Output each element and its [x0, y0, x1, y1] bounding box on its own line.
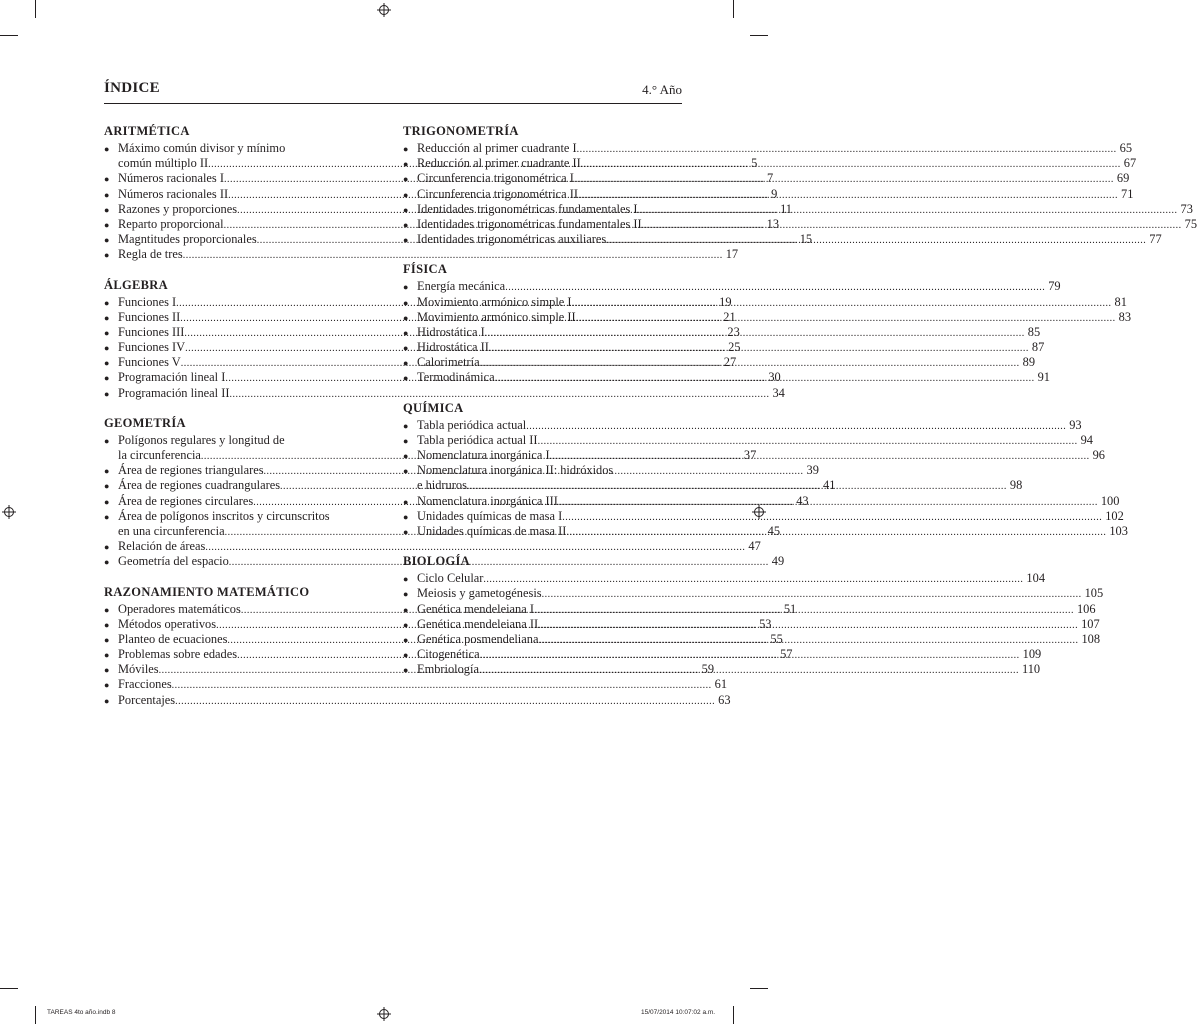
section-title: FÍSICA [403, 262, 448, 277]
toc-entry-line [403, 432, 1093, 448]
toc-entry-text: Fracciones [118, 677, 172, 692]
page-number: 23 [727, 324, 740, 339]
dot-leader [538, 633, 1078, 648]
dot-leader [505, 280, 1045, 295]
bullet-icon: ● [104, 297, 110, 308]
toc-entry-text: Métodos operativos [118, 616, 217, 631]
bullet-icon: ● [104, 235, 110, 246]
bullet-icon: ● [403, 604, 409, 615]
dot-leader [550, 449, 1090, 464]
section-title: RAZONAMIENTO MATEMÁTICO [104, 584, 310, 599]
toc-entry-text: Energía mecánica [417, 279, 506, 294]
toc-entry-text: Regla de tres [118, 247, 183, 262]
page-number: 13 [766, 216, 780, 231]
page-number: 61 [714, 677, 728, 692]
toc-entry-text: Área de regiones circulares [118, 493, 254, 508]
toc-entry-text: Problemas sobre edades [118, 647, 238, 662]
registration-mark-bottom-icon [377, 1007, 391, 1021]
toc-entry-text: Unidades químicas de masa II [417, 523, 567, 538]
toc-entry[interactable] [104, 677, 728, 692]
dot-leader [642, 218, 1182, 233]
toc-entry-text: Meiosis y gametogénesis [417, 586, 542, 601]
section-title: QUÍMICA [403, 400, 464, 415]
dot-leader [534, 603, 1074, 618]
toc-entry-text: Área de regiones triangulares [118, 463, 264, 478]
bullet-icon: ● [403, 159, 409, 170]
toc-entry-text: Calorimetría [417, 355, 480, 370]
toc-entry-text: Magntitudes proporcionales [118, 232, 257, 247]
dot-leader [495, 371, 1035, 386]
bullet-icon: ● [403, 634, 409, 645]
dot-leader [576, 311, 1116, 326]
toc-entry-text: Programación lineal II [118, 385, 230, 400]
crop-mark-top-left-v [35, 0, 36, 18]
toc-entry-line [403, 571, 1046, 586]
page-number: 49 [771, 554, 785, 569]
registration-mark-left-icon [2, 505, 16, 519]
toc-entry-text: Área de regiones cuadrangulares [118, 478, 281, 493]
page-number: 105 [1084, 586, 1104, 601]
bullet-icon: ● [403, 511, 409, 522]
toc-entry-text: Planteo de ecuaciones [118, 631, 228, 646]
toc-entry-text: Funciones III [118, 324, 185, 339]
bullet-icon: ● [403, 665, 409, 676]
page-number: 103 [1109, 523, 1128, 538]
bullet-icon: ● [104, 189, 110, 200]
bullet-icon: ● [104, 604, 110, 615]
bullet-icon: ● [104, 481, 110, 492]
dot-leader [480, 356, 1020, 371]
toc-entry-line [104, 247, 739, 262]
page-number: 34 [772, 385, 785, 400]
page-number: 71 [1121, 186, 1134, 201]
dot-leader [558, 495, 1098, 510]
toc-entry-line [104, 141, 362, 156]
toc-entry[interactable] [104, 692, 731, 708]
page-number: 21 [723, 309, 736, 324]
bullet-icon: ● [104, 511, 110, 522]
page-number: 25 [728, 340, 741, 355]
toc-entry-text: Tabla periódica actual [417, 417, 527, 432]
toc-entry[interactable] [104, 539, 761, 554]
page-number: 83 [1118, 309, 1132, 324]
dot-leader [581, 157, 1121, 172]
toc-entry[interactable] [104, 247, 739, 262]
bullet-icon: ● [104, 650, 110, 661]
section-title: ARITMÉTICA [104, 124, 190, 138]
toc-entry-text: Identidades trigonométricas fundamentales I [417, 201, 638, 216]
toc-entry-text: Nomenclatura inorgánica II: hidróxidos [417, 463, 614, 478]
bullet-icon: ● [104, 250, 110, 261]
bullet-icon: ● [104, 557, 110, 568]
toc-entry-text: Máximo común divisor y mínimo [118, 141, 286, 155]
toc-entry-text: Números racionales I [118, 171, 224, 186]
bullet-icon: ● [403, 189, 409, 200]
toc-entry[interactable] [403, 171, 1130, 186]
page-number: 59 [701, 662, 715, 677]
bullet-icon: ● [104, 542, 110, 553]
dot-leader [542, 587, 1082, 602]
page-number: 75 [1184, 216, 1197, 231]
bullet-icon: ● [403, 574, 409, 585]
page-number: 57 [780, 647, 793, 662]
toc-entry-text: Relación de áreas [118, 539, 206, 554]
section-title: GEOMETRÍA [104, 415, 186, 430]
page-number: 85 [1027, 324, 1041, 339]
toc-entry[interactable] [403, 141, 1133, 156]
page-number: 79 [1048, 279, 1061, 294]
bullet-icon: ● [104, 466, 110, 477]
page-number: 30 [768, 370, 781, 385]
toc-entry-text: Identidades trigonométricas auxiliares [417, 232, 607, 247]
toc-entry-text: e hidruros [417, 478, 467, 493]
toc-entry-text: común múltiplo II [118, 156, 209, 171]
bullet-icon: ● [104, 435, 110, 446]
page-number: 104 [1026, 571, 1046, 586]
bullet-icon: ● [403, 343, 409, 354]
bullet-icon: ● [403, 526, 409, 537]
toc-entry[interactable] [104, 385, 785, 401]
toc-entry-text: Reducción al primer cuadrante II [417, 156, 581, 171]
bullet-icon: ● [104, 665, 110, 676]
dot-leader [578, 188, 1118, 203]
bullet-icon: ● [403, 235, 409, 246]
page-number: 110 [1021, 662, 1041, 677]
page-number: 77 [1149, 232, 1162, 247]
page-header [104, 80, 682, 102]
toc-entry-text: Hidrostática I [417, 324, 485, 339]
bullet-icon: ● [403, 312, 409, 323]
page-number: 37 [743, 448, 757, 462]
page-number: 96 [1092, 448, 1105, 462]
toc-entry-text: Unidades químicas de masa I [417, 508, 563, 523]
toc-entry-line [104, 509, 362, 524]
page-number: 100 [1100, 493, 1120, 508]
toc-entry[interactable] [403, 508, 1124, 524]
toc-entry[interactable] [403, 432, 1093, 448]
crop-mark-bottom-left-h [0, 988, 18, 989]
dot-leader [638, 203, 1178, 218]
page-number: 109 [1022, 647, 1042, 662]
toc-entry-text: Nomenclatura inorgánica III [417, 493, 558, 508]
bullet-icon: ● [104, 204, 110, 215]
toc-entry-line [403, 279, 1061, 294]
toc-entry-text: Movimiento armónico simple I [417, 294, 572, 309]
toc-entry-line [403, 186, 1134, 202]
dot-leader [538, 434, 1078, 449]
page-title: ÍNDICE [104, 80, 160, 96]
dot-leader [574, 172, 1114, 187]
page-number: 63 [718, 692, 731, 707]
page-number: 81 [1114, 294, 1127, 309]
toc-entry-text: Circunferencia trigonométrica II [417, 186, 578, 201]
toc-entry-text: Hidrostática II [417, 340, 489, 355]
toc-entry-text: Móviles [118, 662, 159, 677]
crop-mark-top-right-h [750, 35, 768, 36]
toc-entry-text: Nomenclatura inorgánica I [417, 448, 550, 462]
crop-mark-top-right-v [733, 0, 734, 18]
page-number: 94 [1080, 432, 1093, 447]
page-number: 65 [1119, 141, 1133, 155]
bullet-icon: ● [104, 174, 110, 185]
page-number: 107 [1081, 616, 1100, 631]
bullet-icon: ● [104, 327, 110, 338]
bullet-icon: ● [403, 589, 409, 600]
page-number: 41 [823, 478, 836, 493]
toc-entry-text: Geometría del espacio [118, 554, 229, 569]
page-number: 11 [780, 201, 792, 216]
toc-entry-line [403, 417, 1082, 433]
toc-entry-text: Polígonos regulares y longitud de [118, 432, 285, 447]
toc-entry-line [104, 677, 728, 692]
crop-mark-bottom-right-v [733, 1006, 734, 1024]
page-number: 39 [806, 463, 819, 478]
toc-entry[interactable] [403, 186, 1134, 202]
bullet-icon: ● [403, 327, 409, 338]
bullet-icon: ● [104, 619, 110, 630]
bullet-icon: ● [403, 282, 409, 293]
page-number: 102 [1105, 508, 1124, 523]
toc-entry-text: la circunferencia [118, 448, 201, 462]
toc-entry[interactable] [403, 417, 1082, 433]
bullet-icon: ● [403, 297, 409, 308]
page-number: 43 [796, 493, 809, 508]
toc-entry-text: Porcentajes [118, 692, 176, 707]
bullet-icon: ● [104, 219, 110, 230]
dot-leader [175, 694, 715, 709]
toc-entry-text: Funciones V [118, 355, 181, 370]
page-number: 108 [1081, 631, 1101, 646]
toc-entry-text: Razones y proporciones [118, 201, 238, 216]
print-timestamp: 15/07/2014 10:07:02 a.m. [641, 1009, 716, 1016]
bullet-icon: ● [104, 373, 110, 384]
page-number: 51 [783, 601, 797, 616]
page-number: 19 [719, 294, 732, 309]
bullet-icon: ● [403, 496, 409, 507]
page-number: 98 [1009, 478, 1023, 493]
toc-entry-text: Funciones IV [118, 340, 186, 355]
dot-leader [572, 296, 1112, 311]
toc-entry-text: en una circunferencia [118, 523, 225, 538]
grade-label: 4.° Año [642, 82, 682, 97]
section-title: ÁLGEBRA [104, 277, 168, 292]
page-number: 27 [723, 355, 737, 370]
dot-leader [479, 663, 1019, 678]
toc-entry-text: Ciclo Celular [417, 571, 484, 586]
bullet-icon: ● [104, 496, 110, 507]
bullet-icon: ● [104, 358, 110, 369]
page-number: 89 [1022, 355, 1036, 370]
dot-leader [566, 525, 1106, 540]
bullet-icon: ● [403, 358, 409, 369]
crop-mark-bottom-left-v [35, 1006, 36, 1024]
toc-entry-text: Identidades trigonométricas fundamentales II [417, 216, 642, 231]
page-number: 17 [725, 247, 739, 262]
bullet-icon: ● [104, 634, 110, 645]
toc-entry-line [403, 156, 1137, 171]
toc-entry-line [403, 463, 682, 478]
page-number: 87 [1031, 340, 1045, 355]
bullet-icon: ● [403, 174, 409, 185]
toc-entry-line [403, 508, 1124, 524]
bullet-icon: ● [403, 451, 409, 461]
toc-entry-line [403, 171, 1130, 186]
toc-entry-text: Reparto proporcional [118, 216, 224, 231]
toc-entry[interactable] [403, 156, 1137, 171]
toc-entry-text: Movimiento armónico simple II [417, 309, 576, 324]
toc-entry-line [104, 539, 761, 554]
toc-entry-text: Operadores matemáticos [118, 601, 241, 616]
toc-entry-text: Funciones II [118, 309, 181, 324]
page-number: 53 [759, 616, 772, 631]
page-number: 55 [770, 631, 783, 646]
bullet-icon: ● [403, 144, 409, 154]
toc-entry-text: Circunferencia trigonométrica I [417, 171, 574, 186]
page-number: 47 [748, 539, 761, 554]
bullet-icon: ● [403, 420, 409, 431]
toc-entry-text: Reducción al primer cuadrante I [417, 141, 577, 155]
toc-entry[interactable] [403, 279, 1061, 294]
dot-leader [467, 479, 1007, 494]
toc-entry-line [403, 586, 1104, 601]
toc-entry-text: Funciones I [118, 294, 177, 309]
bullet-icon: ● [104, 680, 110, 691]
toc-entry-line [104, 692, 731, 708]
dot-leader [606, 233, 1146, 248]
toc-entry[interactable] [403, 586, 1104, 601]
page-number: 106 [1076, 601, 1096, 616]
page-number: 69 [1116, 171, 1130, 186]
page-number: 91 [1037, 370, 1050, 385]
crop-mark-bottom-right-h [750, 988, 768, 989]
dot-leader [538, 618, 1078, 633]
bullet-icon: ● [104, 388, 110, 399]
toc-entry-line [104, 385, 785, 401]
toc-entry-text: Embriología [417, 662, 479, 677]
toc-entry[interactable] [403, 571, 1046, 586]
bullet-icon: ● [104, 144, 110, 154]
bullet-icon: ● [403, 466, 409, 477]
page-number: 5 [751, 156, 758, 171]
section-title: BIOLOGÍA [403, 554, 470, 569]
bullet-icon: ● [403, 219, 409, 230]
toc-entry-text: Citogenética [417, 647, 480, 662]
page-number: 45 [767, 523, 781, 538]
bullet-icon: ● [403, 373, 409, 384]
toc-entry-line [403, 141, 1133, 156]
toc-entry-text: Genética posmendeliana [417, 631, 539, 646]
bullet-icon: ● [104, 695, 110, 706]
bullet-icon: ● [104, 343, 110, 354]
bullet-icon: ● [403, 204, 409, 215]
bullet-icon: ● [403, 435, 409, 446]
page-number: 9 [771, 186, 778, 201]
bullet-icon: ● [403, 650, 409, 661]
dot-leader [483, 572, 1023, 587]
page-number: 67 [1123, 156, 1137, 171]
bullet-icon: ● [403, 619, 409, 630]
toc-entry-text: Área de polígonos inscritos y circunscritos [118, 508, 330, 523]
section-title: TRIGONOMETRÍA [403, 124, 519, 138]
dot-leader [485, 326, 1025, 341]
header-rule [104, 103, 682, 104]
toc-entry-text: Termodinámica [417, 370, 495, 385]
page-number: 93 [1069, 417, 1082, 432]
file-slug: TAREAS 4to año.indb 8 [47, 1009, 116, 1016]
crop-mark-top-left-h [0, 35, 18, 36]
page-number: 73 [1180, 201, 1193, 216]
bullet-icon: ● [104, 312, 110, 323]
page-number: 15 [799, 232, 813, 247]
toc-entry-text: Programación lineal I [118, 370, 226, 385]
toc-entry-text: Genética mendeleiana I [417, 601, 534, 616]
page-number: 7 [766, 171, 774, 186]
dot-leader [526, 419, 1066, 434]
toc-entry-text: Genética mendeleiana II [417, 616, 539, 631]
toc-entry-line [104, 433, 362, 448]
registration-mark-top-icon [377, 3, 391, 17]
dot-leader [562, 510, 1102, 525]
toc-entry-text: Tabla periódica actual II [417, 432, 538, 447]
dot-leader [489, 341, 1029, 356]
dot-leader [480, 648, 1020, 663]
dot-leader [577, 142, 1117, 157]
toc-entry-text: Números racionales II [118, 186, 229, 201]
